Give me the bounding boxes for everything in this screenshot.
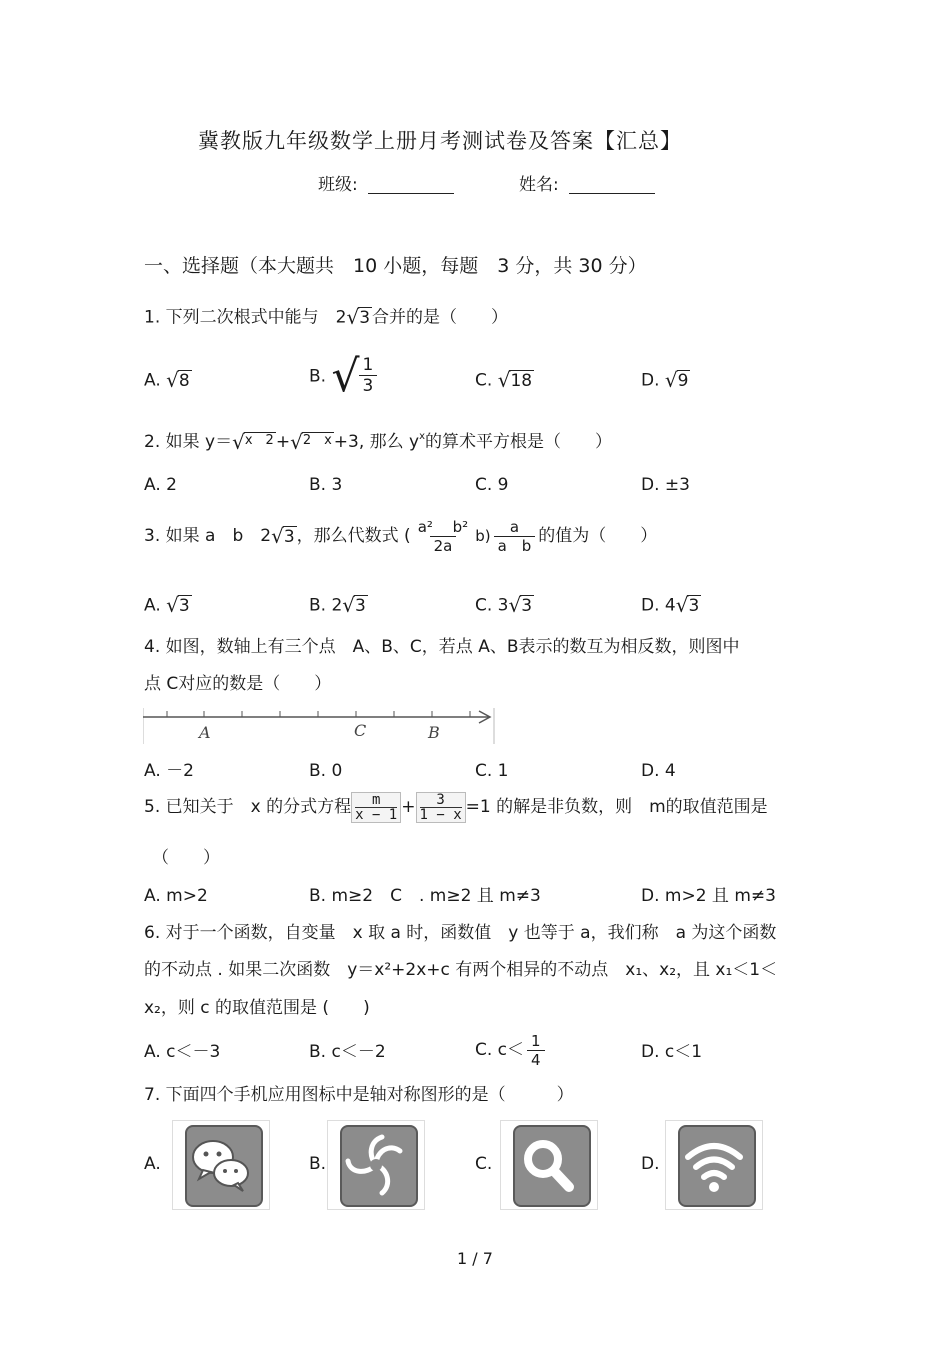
- q2-option-c[interactable]: C. 9: [475, 475, 509, 495]
- section-heading: 一、选择题（本大题共 10 小题，每题 3 分，共 30 分）: [144, 255, 647, 277]
- q6-option-a[interactable]: A. c＜－3: [144, 1042, 221, 1062]
- q6-option-d[interactable]: D. c＜1: [641, 1042, 703, 1062]
- q1-option-c[interactable]: C. √ 18: [475, 368, 533, 392]
- question-7: 7. 下面四个手机应用图标中是轴对称图形的是（ ）: [144, 1085, 574, 1105]
- q7-option-a-label[interactable]: A.: [144, 1154, 161, 1174]
- question-6-line2: 的不动点 . 如果二次函数 y＝x²+2x+c 有两个相异的不动点 x₁、x₂，且 x₁＜1＜: [144, 960, 778, 980]
- q3-option-b[interactable]: B. 2 √ 3: [309, 593, 366, 617]
- swirl-icon[interactable]: [327, 1120, 425, 1210]
- page-number: 1 / 7: [457, 1249, 493, 1268]
- q7-option-d-label[interactable]: D.: [641, 1154, 660, 1174]
- q5-option-a[interactable]: A. m>2: [144, 886, 208, 906]
- wifi-icon[interactable]: [665, 1120, 763, 1210]
- question-5: 5. 已知关于 x 的分式方程 $\frac{m}{x - 1}$ + $\frac{3}{1 - x}$ =1 的解是非负数，则 m的取值范围是: [144, 792, 768, 823]
- question-1: [144, 307, 508, 328]
- q4-option-d[interactable]: D. 4: [641, 761, 676, 781]
- name-label: 姓名:: [519, 175, 559, 195]
- fraction-box-1: $\frac{m}{x - 1}$: [351, 792, 401, 823]
- fraction-box-2: $\frac{3}{1 - x}$: [416, 792, 466, 823]
- q2-option-d[interactable]: D. ±3: [641, 475, 690, 495]
- question-3: 3. 如果 a b 2 √ 3 ，那么代数式 ( $\frac{\text{a² b²}}{2a}$ b) $\frac{a}{\text{a b}}$ 的值为（ ）: [144, 518, 658, 555]
- name-field[interactable]: [519, 177, 655, 194]
- question-4-line2: 点 C对应的数是（ ）: [144, 674, 332, 694]
- q4-option-c[interactable]: C. 1: [475, 761, 509, 781]
- class-blank[interactable]: [368, 192, 454, 194]
- q7-option-b-label[interactable]: B.: [309, 1154, 327, 1174]
- q3-option-a[interactable]: A. √ 3: [144, 593, 190, 617]
- magnifier-icon[interactable]: [500, 1120, 598, 1210]
- point-c-label: C: [354, 721, 367, 740]
- sqrt-expr: √ 3: [346, 305, 371, 329]
- q6-option-c[interactable]: C. c＜ $\frac{1}{4}$: [475, 1032, 548, 1069]
- q5-option-d[interactable]: D. m>2 且 m≠3: [641, 886, 776, 906]
- class-field[interactable]: [318, 177, 454, 194]
- q3-option-d[interactable]: D. 4 √ 3: [641, 593, 700, 617]
- q7-option-c-label[interactable]: C.: [475, 1154, 493, 1174]
- q3-option-c[interactable]: C. 3 √ 3: [475, 593, 533, 617]
- q6-option-b[interactable]: B. c＜－2: [309, 1042, 386, 1062]
- q5-answer-paren: （ ）: [152, 848, 220, 868]
- q5-option-bc[interactable]: B. m≥2 C . m≥2 且 m≠3: [309, 886, 541, 906]
- q1-text-end: 合并的是（ ）: [372, 307, 509, 328]
- question-6-line3: x₂，则 c 的取值范围是 ( ): [144, 998, 370, 1018]
- class-label: 班级:: [318, 175, 358, 195]
- number-line: [143, 708, 495, 744]
- q1-option-a[interactable]: A. √ 8: [144, 368, 190, 392]
- q1-option-b[interactable]: B. √ $\frac{1}{3}$: [309, 355, 377, 399]
- q4-option-a[interactable]: A. －2: [144, 761, 194, 781]
- point-b-label: B: [428, 723, 440, 742]
- wechat-icon[interactable]: [172, 1120, 270, 1210]
- q1-option-d[interactable]: D. √ 9: [641, 368, 689, 392]
- q2-option-a[interactable]: A. 2: [144, 475, 177, 495]
- point-a-label: A: [199, 723, 211, 742]
- question-2: 2. 如果 y＝ √ x 2 + √ 2 x +3, 那么 $y^x$的算术平方根是（ ）: [144, 430, 613, 454]
- name-blank[interactable]: [569, 192, 655, 194]
- page-title: 冀教版九年级数学上册月考测试卷及答案【汇总】: [198, 129, 682, 153]
- question-6-line1: 6. 对于一个函数，自变量 x 取 a 时，函数值 y 也等于 a，我们称 a 为这个函数: [144, 923, 777, 943]
- question-4-line1: 4. 如图，数轴上有三个点 A、B、C，若点 A、B表示的数互为相反数，则图中: [144, 637, 740, 657]
- q1-text: 1. 下列二次根式中能与 2: [144, 307, 347, 328]
- q2-option-b[interactable]: B. 3: [309, 475, 343, 495]
- q4-option-b[interactable]: B. 0: [309, 761, 343, 781]
